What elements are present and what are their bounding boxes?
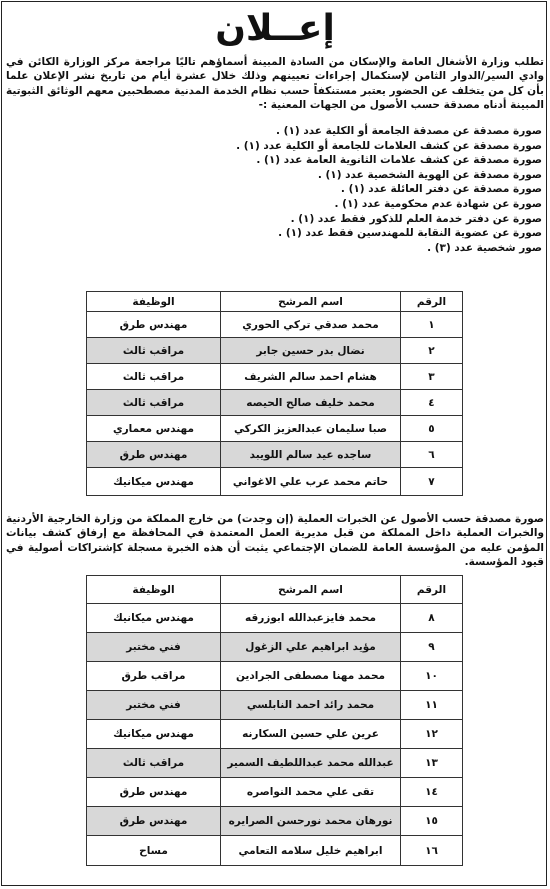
table-row xyxy=(87,778,463,807)
document-item: صورة مصدقة عن الهوية الشخصية عدد (١) . xyxy=(317,168,542,181)
table-row xyxy=(87,312,463,338)
job-title: فني مختبر xyxy=(87,633,221,662)
job-title: مساح xyxy=(87,836,221,866)
table-row xyxy=(87,416,463,442)
table-row xyxy=(87,338,463,364)
intro-paragraph: تطلب وزارة الأشغال العامة والإسكان من السادة المبينة أسماؤهم تاليًا مراجعة مركز الوزارة الكائن في وادي السير/الدوار الثامن لإستكمال إجراءات تعيينهم وذلك خلال عشرة أيام من تاريخ نشر الإعلان علما بأن كل من يتخلف عن الحضور يعتبر مستنكفاً حسب نظام الخدمة المدنية مصطحبين معهم الوثائق الثبوتية المبينة أدناه مصدقة حسب الأصول من الجهات المعنية :- xyxy=(6,56,544,111)
row-number: ٥ xyxy=(401,416,463,442)
row-number: ١٤ xyxy=(401,778,463,807)
table-row xyxy=(87,749,463,778)
candidate-name: عرين علي حسين السكارنه xyxy=(221,720,401,749)
candidate-name: ساجده عيد سالم اللويبد xyxy=(221,442,401,468)
candidate-name: محمد رائد احمد النابلسي xyxy=(221,691,401,720)
job-title: مراقب ثالث xyxy=(87,390,221,416)
document-item: صور شخصية عدد (٣) . xyxy=(427,241,542,254)
document-item: صورة مصدقة عن كشف علامات الثانوية العامة عدد (١) . xyxy=(256,154,542,167)
candidate-name: هشام احمد سالم الشريف xyxy=(221,364,401,390)
header-job: الوظيفة xyxy=(87,576,221,604)
header-name: اسم المرشح xyxy=(221,576,401,604)
row-number: ٨ xyxy=(401,604,463,633)
row-number: ١٣ xyxy=(401,749,463,778)
job-title: مهندس طرق xyxy=(87,312,221,338)
document-item: صورة مصدقة عن دفتر العائلة عدد (١) . xyxy=(340,183,542,196)
row-number: ٤ xyxy=(401,390,463,416)
row-number: ٩ xyxy=(401,633,463,662)
candidate-name: نضال بدر حسين جابر xyxy=(221,338,401,364)
job-title: مهندس ميكانيك xyxy=(87,604,221,633)
candidate-name: مؤيد ابراهيم علي الزغول xyxy=(221,633,401,662)
table-row xyxy=(87,807,463,836)
table-row xyxy=(87,633,463,662)
candidate-name: حاتم محمد عرب علي الاغواني xyxy=(221,468,401,496)
job-title: مهندس طرق xyxy=(87,442,221,468)
candidate-name: عبدالله محمد عبداللطيف السمير xyxy=(221,749,401,778)
job-title: مهندس معماري xyxy=(87,416,221,442)
job-title: مراقب ثالث xyxy=(87,749,221,778)
row-number: ٦ xyxy=(401,442,463,468)
table-row xyxy=(87,836,463,866)
header-name: اسم المرشح xyxy=(221,292,401,312)
job-title: مهندس ميكانيك xyxy=(87,468,221,496)
header-number: الرقم xyxy=(401,292,463,312)
row-number: ٢ xyxy=(401,338,463,364)
row-number: ٧ xyxy=(401,468,463,496)
table-row xyxy=(87,468,463,496)
job-title: مهندس ميكانيك xyxy=(87,720,221,749)
candidate-name: محمد فايزعبدالله ابوزرقه xyxy=(221,604,401,633)
document-item: صورة مصدقة عن مصدقة الجامعة أو الكلية عدد (١) . xyxy=(275,125,542,137)
candidate-name: محمد خليف صالح الحيصه xyxy=(221,390,401,416)
candidate-name: تقى علي محمد النواصره xyxy=(221,778,401,807)
job-title: فني مختبر xyxy=(87,691,221,720)
table-row xyxy=(87,691,463,720)
row-number: ١٠ xyxy=(401,662,463,691)
candidate-name: ابراهيم خليل سلامه التعامي xyxy=(221,836,401,866)
row-number: ١٥ xyxy=(401,807,463,836)
header-job: الوظيفة xyxy=(87,292,221,312)
row-number: ٣ xyxy=(401,364,463,390)
table-row xyxy=(87,604,463,633)
candidates-table-2 xyxy=(86,575,463,866)
candidates-table-1 xyxy=(86,291,463,496)
table-row xyxy=(87,662,463,691)
row-number: ١٢ xyxy=(401,720,463,749)
candidate-name: محمد صدقي تركي الحوري xyxy=(221,312,401,338)
job-title: مهندس طرق xyxy=(87,778,221,807)
table-row xyxy=(87,364,463,390)
document-item: صورة عن عضوية النقابة للمهندسين فقط عدد (١) . xyxy=(278,227,542,240)
candidate-name: نورهان محمد نورحسن الصرايره xyxy=(221,807,401,836)
job-title: مراقب طرق xyxy=(87,662,221,691)
table-row xyxy=(87,390,463,416)
announcement-title: إعــلان xyxy=(215,8,335,49)
job-title: مراقب ثالث xyxy=(87,364,221,390)
candidate-name: صبا سليمان عبدالعزيز الكركي xyxy=(221,416,401,442)
document-item: صورة عن شهادة عدم محكومية عدد (١) . xyxy=(334,197,542,210)
document-item: صورة عن دفتر خدمة العلم للذكور فقط عدد (١) . xyxy=(290,212,542,225)
job-title: مهندس طرق xyxy=(87,807,221,836)
row-number: ١١ xyxy=(401,691,463,720)
document-item: صورة مصدقة عن كشف العلامات للجامعة أو الكلية عدد (١) . xyxy=(236,139,542,152)
row-number: ١ xyxy=(401,312,463,338)
header-number: الرقم xyxy=(401,576,463,604)
table-row xyxy=(87,720,463,749)
candidate-name: محمد مهنا مصطفى الجرادين xyxy=(221,662,401,691)
table-row xyxy=(87,442,463,468)
job-title: مراقب ثالث xyxy=(87,338,221,364)
row-number: ١٦ xyxy=(401,836,463,866)
documents-list xyxy=(22,124,542,255)
experience-paragraph: صورة مصدقة حسب الأصول عن الخبرات العملية (إن وجدت) من خارج المملكة من وزارة الخارجية الأردنية والخبرات العملية داخل المملكة من قبل مديرية العمل المعتمدة في المحافظة مع إرفاق كشف بيانات المؤمن عليه من المؤسسة العامة للضمان الإجتماعي يثبت أن هذه الخبرة مسجلة كإشتراكات أصولية في قيود المؤسسة. xyxy=(6,513,544,568)
